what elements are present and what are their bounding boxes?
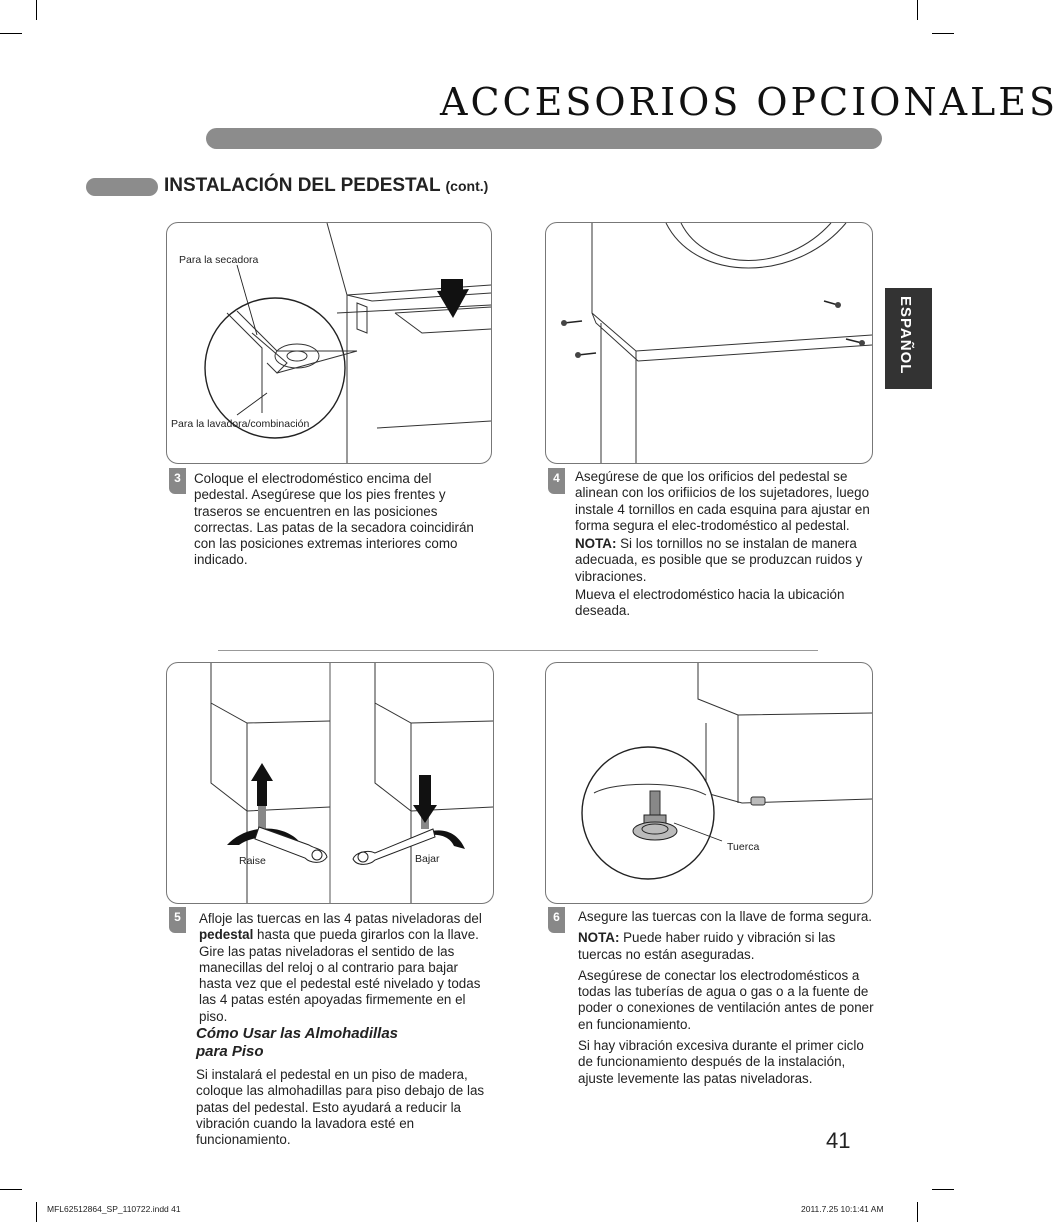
label-washer-position: Para la lavadora/combinación bbox=[171, 418, 310, 430]
step5-text-a: Afloje las tuercas en las 4 patas niveladoras del bbox=[199, 911, 482, 926]
step5-text-bold: pedestal bbox=[199, 927, 254, 943]
step6-note-label: NOTA: bbox=[578, 930, 620, 946]
page-title: ACCESORIOS OPCIONALES bbox=[440, 80, 1058, 124]
step4-note bbox=[575, 536, 871, 585]
step4-illustration bbox=[545, 222, 873, 464]
tighten-nut-drawing bbox=[546, 663, 872, 903]
step6-illustration bbox=[545, 662, 873, 904]
floor-pads-heading bbox=[196, 1025, 398, 1061]
language-tab-label: ESPAÑOL bbox=[897, 296, 914, 375]
crop-mark bbox=[932, 33, 954, 34]
section-title-suffix: (cont.) bbox=[445, 178, 489, 194]
step6-text: Asegure las tuercas con la llave de forma segura. bbox=[578, 909, 873, 924]
section-title bbox=[164, 175, 488, 197]
step6-note bbox=[578, 930, 874, 963]
label-raise: Raise bbox=[239, 855, 266, 867]
floor-pads-heading-line1: Cómo Usar las Almohadillas bbox=[196, 1025, 399, 1042]
crop-mark bbox=[36, 1202, 37, 1222]
step4-text: Asegúrese de que los orificios del pedestal se alinean con los orifiicios de los sujetadores, luego instale 4 tornillos en cada esquina para ajustar en forma segura el elec-trodoméstico al pedestal. bbox=[575, 469, 870, 533]
step6-number: 6 bbox=[548, 907, 565, 933]
page-number: 41 bbox=[826, 1128, 851, 1153]
footer-file: MFL62512864_SP_110722.indd 41 bbox=[47, 1204, 181, 1214]
divider bbox=[218, 650, 818, 651]
step4-text-move: Mueva el electrodoméstico hacia la ubicación deseada. bbox=[575, 587, 845, 619]
section-title-text: INSTALACIÓN DEL PEDESTAL bbox=[164, 175, 441, 196]
label-dryer-position: Para la secadora bbox=[179, 254, 259, 266]
section-pill bbox=[86, 178, 158, 196]
crop-mark bbox=[917, 0, 918, 20]
bolt-install-drawing bbox=[546, 223, 872, 463]
step3-number: 3 bbox=[169, 468, 186, 494]
step6-text-vibration: Si hay vibración excesiva durante el primer ciclo de funcionamiento después de la instalación, ajuste levemente las patas niveladoras. bbox=[578, 1038, 864, 1086]
step3-text: Coloque el electrodoméstico encima del pedestal. Asegúrese que los pies frentes y traseros se encuentren en las posiciones correctas. Las patas de la secadora coincidirán con las posiciones extremas interiores como indicado. bbox=[194, 471, 474, 568]
footer-date: 2011.7.25 10:1:41 AM bbox=[801, 1204, 884, 1214]
step5-text-b: hasta que pueda girarlos con la llave. Gire las patas niveladoras el sentido de las manecillas del reloj o al contrario para bajar hasta vez que el pedestal esté nivelado y todas las 4 patas estén apoyadas firmemente en el piso. bbox=[199, 927, 481, 1024]
crop-mark bbox=[0, 33, 22, 34]
step6-text-connect: Asegúrese de conectar los electrodomésticos a todas las tuberías de agua o gas o a la fuente de poder o conexiones de ventilación antes de poner en funcionamiento. bbox=[578, 967, 874, 1032]
crop-mark bbox=[917, 1202, 918, 1222]
step4-note-label: NOTA: bbox=[575, 536, 617, 552]
leveling-legs-drawing bbox=[167, 663, 493, 903]
crop-mark bbox=[36, 0, 37, 20]
floor-pads-text: Si instalará el pedestal en un piso de madera, coloque las almohadillas para piso debajo de las patas del pedestal. Esto ayudará a reducir la vibración cuando la lavadora esté en funcionamiento. bbox=[196, 1067, 485, 1148]
crop-mark bbox=[0, 1189, 22, 1190]
step5-text-block bbox=[199, 911, 489, 1025]
step3-illustration bbox=[166, 222, 492, 464]
label-lower: Bajar bbox=[415, 853, 440, 865]
step5-illustration bbox=[166, 662, 494, 904]
step4-number: 4 bbox=[548, 468, 565, 494]
language-tab bbox=[885, 288, 932, 389]
step5-text bbox=[199, 911, 489, 1025]
floor-pads-heading-line2: para Piso bbox=[196, 1043, 264, 1060]
label-nut: Tuerca bbox=[727, 841, 760, 853]
crop-mark bbox=[932, 1189, 954, 1190]
step6-text-block bbox=[578, 909, 874, 1087]
step5-number: 5 bbox=[169, 907, 186, 933]
step6-note-text: Puede haber ruido y vibración si las tuercas no están aseguradas. bbox=[578, 930, 836, 962]
step4-text-block bbox=[575, 469, 871, 620]
title-bar bbox=[206, 128, 882, 149]
step4-note-text: Si los tornillos no se instalan de manera adecuada, es posible que se produzcan ruidos y vibraciones. bbox=[575, 536, 863, 584]
